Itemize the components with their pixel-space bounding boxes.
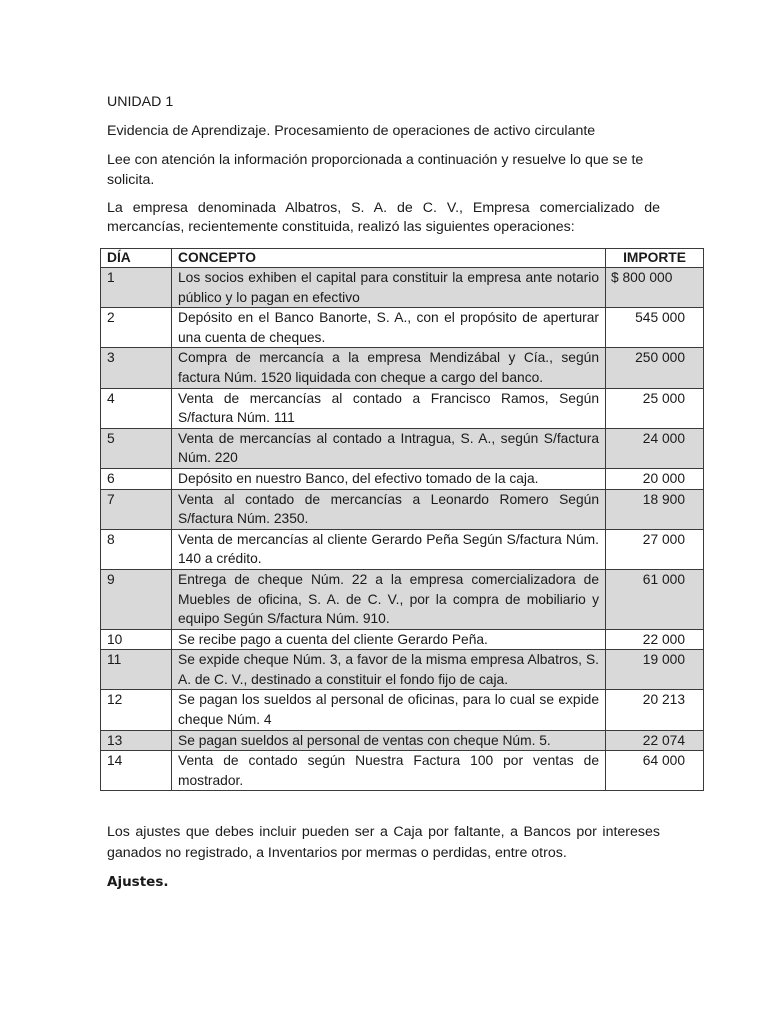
evidence-title: Evidencia de Aprendizaje. Procesamiento de operaciones de activo circulante <box>107 123 596 139</box>
concept-cell: Se pagan sueldos al personal de ventas con cheque Núm. 5. <box>172 730 606 751</box>
day-cell: 14 <box>101 751 172 791</box>
instruction-paragraph: Lee con atención la información proporcionada a continuación y resuelve lo que se te solicita. <box>107 152 644 188</box>
table-row <box>101 569 704 629</box>
table-row <box>101 489 704 529</box>
table-row <box>101 268 704 308</box>
amount-cell: 27 000 <box>606 529 704 569</box>
amount-cell: 25 000 <box>606 388 704 428</box>
day-cell: 6 <box>101 468 172 489</box>
amount-cell: 19 000 <box>606 650 704 690</box>
concept-cell: Venta de mercancías al contado a Francisco Ramos, Según S/factura Núm. 111 <box>172 388 606 428</box>
operations-table <box>100 248 704 791</box>
amount-cell: 18 900 <box>606 489 704 529</box>
day-cell: 7 <box>101 489 172 529</box>
amount-cell: $ 800 000 <box>606 268 704 308</box>
table-row <box>101 730 704 751</box>
table-header-row <box>101 249 704 268</box>
concept-cell: Venta de mercancías al contado a Intragua, S. A., según S/factura Núm. 220 <box>172 428 606 468</box>
table-row <box>101 650 704 690</box>
adjustments-heading: Ajustes. <box>107 874 169 890</box>
amount-cell: 250 000 <box>606 348 704 388</box>
concept-cell: Depósito en nuestro Banco, del efectivo tomado de la caja. <box>172 468 606 489</box>
day-cell: 12 <box>101 690 172 730</box>
concept-cell: Venta de contado según Nuestra Factura 100 por ventas de mostrador. <box>172 751 606 791</box>
day-cell: 8 <box>101 529 172 569</box>
amount-cell: 20 000 <box>606 468 704 489</box>
adjustments-paragraph: Los ajustes que debes incluir pueden ser a Caja por faltante, a Bancos por intereses ganados no registrado, a Inventarios por mermas o perdidas, entre otros. <box>107 824 660 861</box>
day-cell: 5 <box>101 428 172 468</box>
table-row <box>101 529 704 569</box>
amount-cell: 24 000 <box>606 428 704 468</box>
day-cell: 3 <box>101 348 172 388</box>
header-concepto: CONCEPTO <box>172 249 606 268</box>
concept-cell: Venta al contado de mercancías a Leonardo Romero Según S/factura Núm. 2350. <box>172 489 606 529</box>
problem-statement: La empresa denominada Albatros, S. A. de C. V., Empresa comercializado de mercancías, recientemente constituida, realizó las siguientes operaciones: <box>107 200 660 235</box>
amount-cell: 20 213 <box>606 690 704 730</box>
amount-cell: 545 000 <box>606 308 704 348</box>
concept-cell: Compra de mercancía a la empresa Mendizábal y Cía., según factura Núm. 1520 liquidada con cheque a cargo del banco. <box>172 348 606 388</box>
header-dia: DÍA <box>101 249 172 268</box>
day-cell: 13 <box>101 730 172 751</box>
concept-cell: Se recibe pago a cuenta del cliente Gerardo Peña. <box>172 629 606 650</box>
day-cell: 2 <box>101 308 172 348</box>
day-cell: 9 <box>101 569 172 629</box>
table-row <box>101 428 704 468</box>
concept-cell: Venta de mercancías al cliente Gerardo Peña Según S/factura Núm. 140 a crédito. <box>172 529 606 569</box>
table-row <box>101 388 704 428</box>
table-row <box>101 690 704 730</box>
concept-cell: Se pagan los sueldos al personal de oficinas, para lo cual se expide cheque Núm. 4 <box>172 690 606 730</box>
header-importe: IMPORTE <box>606 249 704 268</box>
amount-cell: 22 000 <box>606 629 704 650</box>
table-row <box>101 751 704 791</box>
concept-cell: Entrega de cheque Núm. 22 a la empresa comercializadora de Muebles de oficina, S. A. de C. V., por la compra de mobiliario y equipo Según S/factura Núm. 910. <box>172 569 606 629</box>
unit-heading: UNIDAD 1 <box>107 94 174 110</box>
day-cell: 10 <box>101 629 172 650</box>
day-cell: 1 <box>101 268 172 308</box>
concept-cell: Se expide cheque Núm. 3, a favor de la misma empresa Albatros, S. A. de C. V., destinado a constituir el fondo fijo de caja. <box>172 650 606 690</box>
table-row <box>101 308 704 348</box>
day-cell: 4 <box>101 388 172 428</box>
amount-cell: 22 074 <box>606 730 704 751</box>
concept-cell: Los socios exhiben el capital para constituir la empresa ante notario público y lo pagan en efectivo <box>172 268 606 308</box>
amount-cell: 64 000 <box>606 751 704 791</box>
table-row <box>101 468 704 489</box>
concept-cell: Depósito en el Banco Banorte, S. A., con el propósito de aperturar una cuenta de cheques. <box>172 308 606 348</box>
amount-cell: 61 000 <box>606 569 704 629</box>
table-row <box>101 629 704 650</box>
table-row <box>101 348 704 388</box>
day-cell: 11 <box>101 650 172 690</box>
table-body <box>101 268 704 791</box>
